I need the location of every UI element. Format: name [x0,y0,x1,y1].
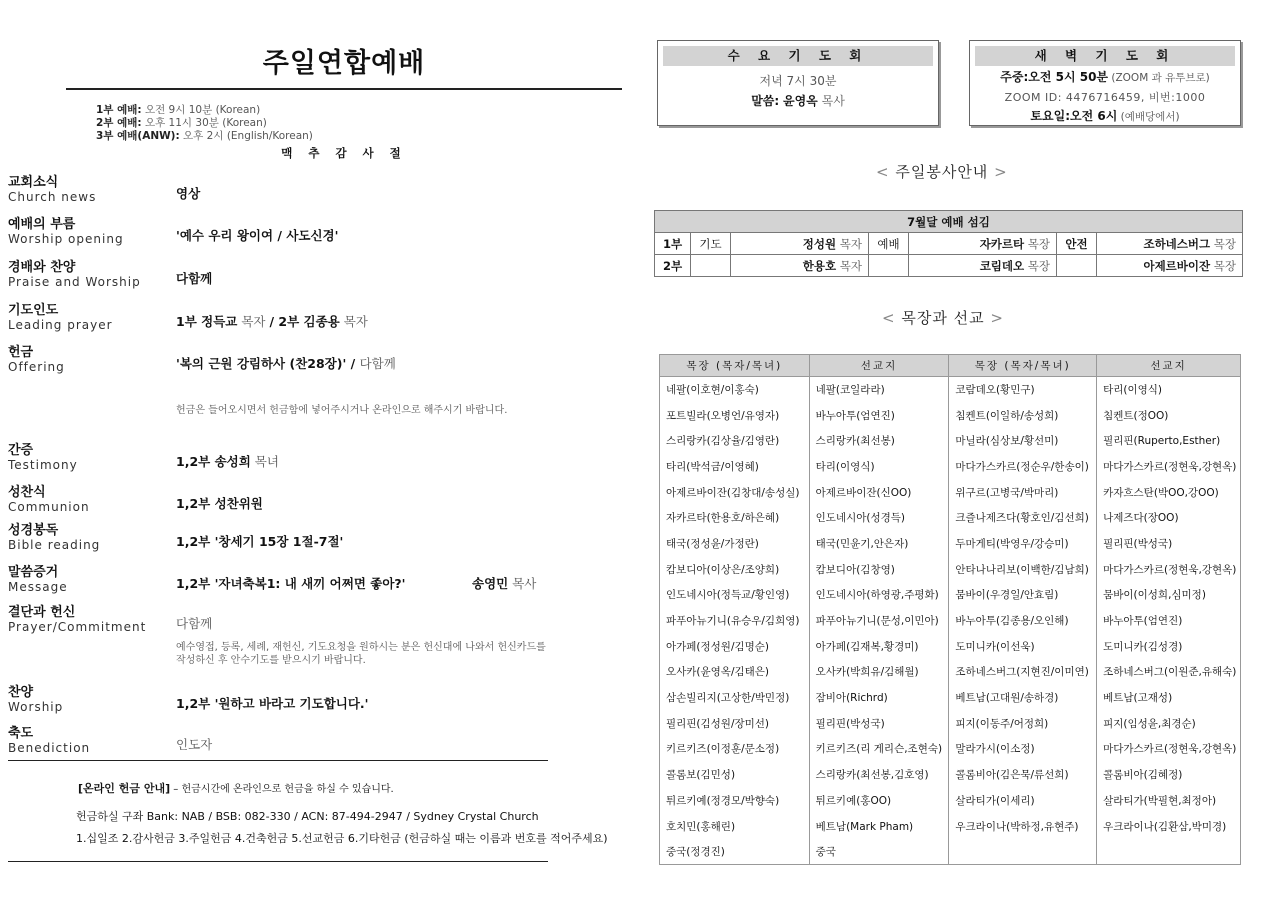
mission-cell: 오사카(윤영옥/김태은) [660,659,810,685]
service-subheading: 맥 추 감 사 절 [281,146,407,160]
mission-cell: 마다가스카르(정현욱,강현옥) [1097,556,1241,582]
order-item-value: '복의 근원 강림하사 (찬28장)' / 다함께 [176,356,396,371]
mission-cell: 코람데오(황민구) [949,377,1097,403]
order-item-english: Benediction [8,741,91,755]
mission-cell: 피지(이동주/어정희) [949,710,1097,736]
service-time-1: 1부 예배: 오전 9시 10분 (Korean) [96,104,261,116]
order-item [8,606,556,634]
wednesday-prayer-time: 저녁 7시 30분 [759,74,837,88]
duty-prayer: 한용호 목자 [731,255,869,277]
mission-row [660,556,1241,582]
mission-cell: 마다가스카르(정순우/한송이) [949,454,1097,480]
mission-cell: 오사카(박희유/김해월) [809,659,949,685]
mission-cell: 파푸아뉴기니(문성,이민아) [809,608,949,634]
mission-cell: 타리(이영식) [1097,377,1241,403]
mission-cell: 위구르(고병국/박마리) [949,479,1097,505]
order-item-korean: 성경봉독 [8,523,59,538]
mission-cell: 잠비아(Richrd) [809,685,949,711]
mission-cell: 안타나나리보(이백한/김남희) [949,556,1097,582]
mission-row [660,788,1241,814]
mission-cell: 태국(민윤기,안은자) [809,531,949,557]
online-offering-types: 1.십일조 2.감사헌금 3.주일헌금 4.건축헌금 5.선교헌금 6.기타헌금 (헌금하실 때는 이름과 번호를 적어주세요) [76,832,608,845]
mission-cell: 뭄바이(우경일/안효림) [949,582,1097,608]
online-offering-heading: [온라인 헌금 안내] – 헌금시간에 온라인으로 헌금을 하실 수 있습니다. [78,782,394,795]
mission-row [660,608,1241,634]
mission-cell: 호치민(홍해린) [660,813,810,839]
mission-row [660,839,1241,865]
mission-cell: 중국(정경진) [660,839,810,865]
mission-cell: 조하네스버그(이원준,유해숙) [1097,659,1241,685]
mission-cell: 콜롬보(김민성) [660,762,810,788]
dawn-weekday: 주중:오전 5시 50분 (ZOOM 과 유투브로) [1000,70,1210,84]
mission-cell: 침켄트(이일하/송성희) [949,402,1097,428]
order-item-korean: 찬양 [8,685,34,700]
order-item-korean: 경배와 찬양 [8,260,76,275]
title-divider [66,88,622,90]
mission-row [660,685,1241,711]
duty-table-header: 7월달 예배 섬김 [655,211,1243,233]
dawn-zoom-id: ZOOM ID: 4476716459, 비번:1000 [1004,91,1206,104]
mission-cell: 튀르키예(정경모/박향숙) [660,788,810,814]
mission-cell: 마다가스카르(정현욱,강현옥) [1097,454,1241,480]
mission-cell: 크즐나제즈다(황호인/김선희) [949,505,1097,531]
duty-table [654,210,1243,277]
mission-cell: 스리랑카(최선봉) [809,428,949,454]
mission-column-header: 목장 (목자/목녀) [949,355,1097,377]
mission-cell: 우크라이나(박하정,유현주) [949,813,1097,839]
sunday-service-page [66,40,622,161]
mission-row [660,736,1241,762]
order-item-korean: 기도인도 [8,303,59,318]
mission-cell: 삼손빌리지(고상한/박민정) [660,685,810,711]
order-item [8,566,556,594]
order-item-english: Bible reading [8,538,101,552]
mission-table [659,354,1241,865]
duty-worship: 자카르타 목장 [909,233,1057,255]
mission-cell: 바누아투(엄연진) [809,402,949,428]
mission-row [660,454,1241,480]
service-times [96,104,622,143]
order-item-english: Worship opening [8,232,124,246]
mission-row [660,582,1241,608]
order-item-value: 다함께 [176,271,213,286]
mission-cell: 인도네시아(정득교/황인영) [660,582,810,608]
duty-service: 2부 [655,255,691,277]
mission-cell: 우크라이나(김환삼,박미경) [1097,813,1241,839]
mission-cell: 베트남(고재성) [1097,685,1241,711]
mission-cell: 마닐라(심상보/황선미) [949,428,1097,454]
mission-cell: 도미니카(김성경) [1097,633,1241,659]
mission-cell: 키르키즈(리 게리슨,조현숙) [809,736,949,762]
mission-column-header: 선교지 [809,355,949,377]
order-item [8,261,556,289]
order-item-korean: 결단과 헌신 [8,605,76,620]
order-item-english: Praise and Worship [8,275,141,289]
order-item-english: Offering [8,360,65,374]
mission-row [660,710,1241,736]
mission-cell: 피지(임성윤,최경순) [1097,710,1241,736]
mission-cell: 필리핀(Ruperto,Esther) [1097,428,1241,454]
order-item-english: Testimony [8,458,78,472]
mission-cell: 아가페(김재복,황경미) [809,633,949,659]
mission-cell: 바누아투(김종용/오인해) [949,608,1097,634]
mission-cell: 카자흐스탄(박OO,강OO) [1097,479,1241,505]
order-item-korean: 말씀증거 [8,565,59,580]
order-item [8,486,556,514]
mission-cell: 베트남(Mark Pham) [809,813,949,839]
duty-row [655,233,1243,255]
order-item-value: 1,2부 송성희 목녀 [176,454,279,469]
mission-cell: 인도네시아(성경득) [809,505,949,531]
service-time-3: 3부 예배(ANW): 오후 2시 (English/Korean) [96,130,313,142]
order-item [8,727,556,755]
mission-section-title: < 목장과 선교 > [882,309,1004,327]
order-item-english: Message [8,580,68,594]
mission-cell: 말라가시(이소정) [949,736,1097,762]
mission-cell: 자카르타(한용호/하은혜) [660,505,810,531]
mission-cell: 콜롬비아(김은묵/류선희) [949,762,1097,788]
mission-cell: 아제르바이잔(신OO) [809,479,949,505]
online-offering-bottom-rule [8,861,548,862]
order-item-value: 1,2부 '자녀축복1: 내 새끼 어쩌면 좋아?' [176,576,406,591]
dawn-prayer-header: 새 벽 기 도 회 [975,46,1235,66]
mission-cell: 키르키즈(이정훈/문소정) [660,736,810,762]
order-item [8,176,556,204]
mission-cell: 도미니카(이선욱) [949,633,1097,659]
order-item [8,218,556,246]
mission-cell [949,839,1097,865]
mission-cell: 캄보디아(김창영) [809,556,949,582]
mission-row [660,402,1241,428]
mission-row [660,428,1241,454]
duty-prayer: 정성원 목자 [731,233,869,255]
mission-cell: 나제즈다(장OO) [1097,505,1241,531]
duty-section-title: < 주일봉사안내 > [876,163,1008,181]
duty-prayer-label [691,255,731,277]
mission-cell: 네팔(이호현/이홍숙) [660,377,810,403]
mission-cell: 타리(박석금/이영혜) [660,454,810,480]
duty-worship-label [869,255,909,277]
mission-cell: 타리(이영식) [809,454,949,480]
mission-cell: 살라티가(이세리) [949,788,1097,814]
mission-cell: 아가페(정성원/김명순) [660,633,810,659]
page-title: 주일연합예배 [262,48,426,79]
wednesday-prayer-header: 수 요 기 도 회 [663,46,933,66]
mission-cell: 뭄바이(이성희,심미정) [1097,582,1241,608]
commitment-note: 예수영접, 등록, 세례, 재헌신, 기도요청을 원하시는 분은 헌신대에 나와서 헌신카드를 작성하신 후 안수기도를 받으시기 바랍니다. [176,642,546,666]
order-item [8,444,556,472]
mission-cell: 태국(정성윤/가정란) [660,531,810,557]
mission-cell: 베트남(고대원/송하경) [949,685,1097,711]
order-item-value: 1부 정득교 목자 / 2부 김종용 목자 [176,314,368,329]
duty-safety-label: 안전 [1057,233,1097,255]
duty-safety-label [1057,255,1097,277]
order-item-value: 영상 [176,186,201,201]
order-item [8,346,556,374]
duty-prayer-label: 기도 [691,233,731,255]
order-item-english: Leading prayer [8,318,113,332]
duty-worship: 코림데오 목장 [909,255,1057,277]
order-item [8,304,556,332]
mission-cell: 필리핀(박성국) [1097,531,1241,557]
wednesday-sermon: 말씀: 윤영옥 목사 [751,94,845,108]
mission-row [660,659,1241,685]
mission-cell: 스리랑카(김상율/김영란) [660,428,810,454]
mission-cell: 필리핀(김성원/장미선) [660,710,810,736]
mission-cell: 네팔(코일라라) [809,377,949,403]
order-item-korean: 간증 [8,443,34,458]
mission-cell: 아제르바이잔(김창대/송성실) [660,479,810,505]
order-item-value: '예수 우리 왕이여 / 사도신경' [176,228,339,243]
mission-cell: 중국 [809,839,949,865]
order-item-value: 1,2부 성찬위원 [176,496,263,511]
message-speaker: 송영민 목사 [472,576,537,591]
duty-service: 1부 [655,233,691,255]
mission-cell: 두마게티(박영우/강승미) [949,531,1097,557]
mission-row [660,633,1241,659]
order-item-value: 다함께 [176,616,213,631]
mission-cell: 콜롬비아(김혜정) [1097,762,1241,788]
duty-safety: 조하네스버그 목장 [1097,233,1243,255]
mission-row [660,505,1241,531]
online-offering-top-rule [8,760,548,761]
mission-row [660,813,1241,839]
order-item [8,686,556,714]
order-item-value: 1,2부 '원하고 바라고 기도합니다.' [176,696,369,711]
duty-row [655,255,1243,277]
mission-cell: 파푸아뉴기니(유승우/김희영) [660,608,810,634]
mission-cell [1097,839,1241,865]
order-item-value: 인도자 [176,737,213,752]
dawn-saturday: 토요일:오전 6시 (예배당에서) [1030,109,1180,123]
online-offering-account: 헌금하실 구좌 Bank: NAB / BSB: 082-330 / ACN: 87-494-2947 / Sydney Crystal Church [76,810,539,823]
mission-column-header: 목장 (목자/목녀) [660,355,810,377]
mission-cell: 캄보디아(이상은/조양희) [660,556,810,582]
mission-cell: 조하네스버그(지현진/이미연) [949,659,1097,685]
mission-cell: 살라티가(박필현,최정아) [1097,788,1241,814]
mission-cell: 바누아투(엄연진) [1097,608,1241,634]
mission-cell: 인도네시아(하영광,주평화) [809,582,949,608]
mission-row [660,762,1241,788]
duty-worship-label: 예배 [869,233,909,255]
wednesday-prayer-box [657,40,939,126]
mission-cell: 침켄트(정OO) [1097,402,1241,428]
mission-cell: 스리랑카(최선봉,김호영) [809,762,949,788]
order-item-korean: 성찬식 [8,485,46,500]
order-item-english: Church news [8,190,97,204]
mission-cell: 포트빌라(오병언/유영자) [660,402,810,428]
order-item-korean: 축도 [8,726,34,741]
order-item-value: 1,2부 '창세기 15장 1절-7절' [176,534,344,549]
mission-row [660,479,1241,505]
order-item [8,524,556,552]
order-item-korean: 예배의 부름 [8,217,76,232]
order-item-english: Communion [8,500,90,514]
mission-row [660,377,1241,403]
service-time-2: 2부 예배: 오후 11시 30분 (Korean) [96,117,267,129]
mission-cell: 마다가스카르(정현욱,강현옥) [1097,736,1241,762]
order-item-korean: 교회소식 [8,175,59,190]
order-item-english: Worship [8,700,64,714]
mission-column-header: 선교지 [1097,355,1241,377]
mission-cell: 필리핀(박성국) [809,710,949,736]
order-item-korean: 헌금 [8,345,34,360]
order-item-english: Prayer/Commitment [8,620,147,634]
offering-note: 헌금은 들어오시면서 헌금함에 넣어주시거나 온라인으로 해주시기 바랍니다. [176,405,508,416]
dawn-prayer-box [969,40,1241,126]
mission-row [660,531,1241,557]
mission-cell: 튀르키예(홍OO) [809,788,949,814]
duty-safety: 아제르바이잔 목장 [1097,255,1243,277]
